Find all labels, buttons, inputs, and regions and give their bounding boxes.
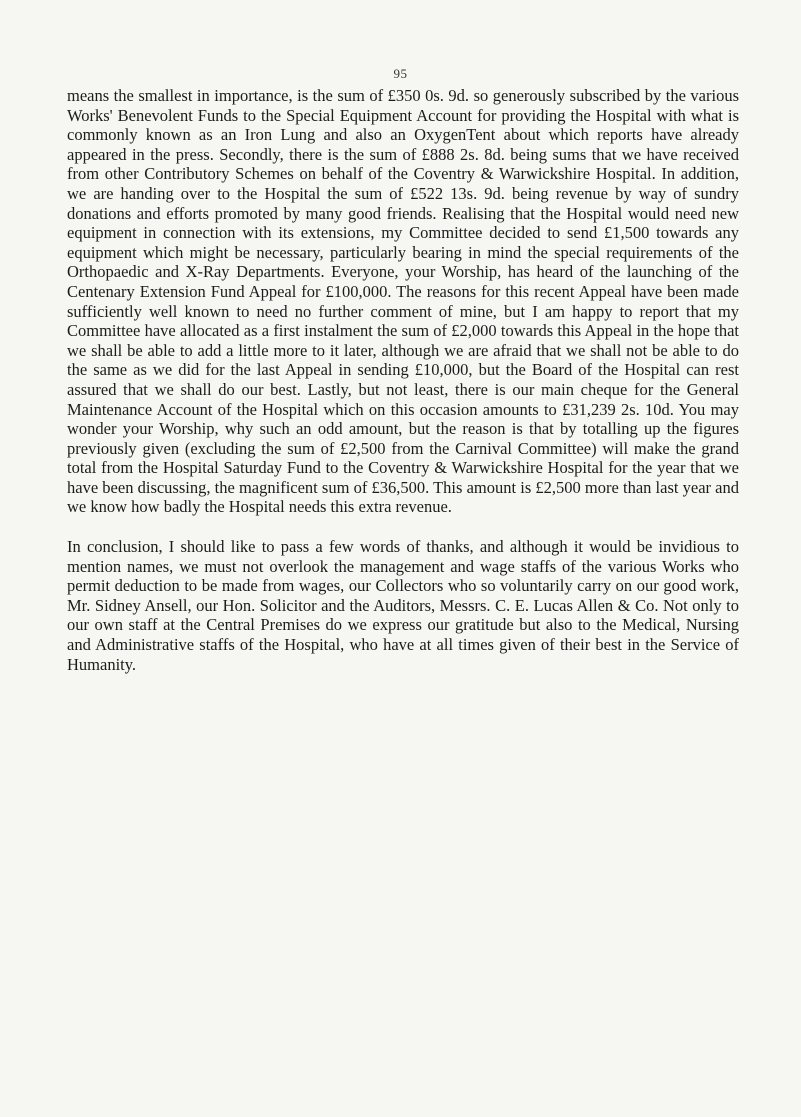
paragraph-conclusion-thanks: In conclusion, I should like to pass a few words of thanks, and although it would be invidious to mention names, we must not overlook the management and wage staffs of the various Works who permit deduction to be made from wages, our Collectors who so voluntarily carry on our good work, Mr. Sidney Ansell, our Hon. Solicitor and the Auditors, Messrs. C. E. Lucas Allen & Co. Not only to our own staff at the Central Premises do we express our gratitude but also to the Medical, Nursing and Administrative staffs of the Hospital, who have at all times given of their best in the Service of Humanity. <box>67 537 739 674</box>
page-number: 95 <box>393 66 408 81</box>
paragraph-donations-summary: means the smallest in importance, is the sum of £350 0s. 9d. so generously subscribed by the various Works' Benevolent Funds to the Special Equipment Account for providing the Hospital with what is commonly known as an Iron Lung and also an OxygenTent about which reports have already appeared in the press. Secondly, there is the sum of £888 2s. 8d. being sums that we have received from other Contributory Schemes on behalf of the Coventry & Warwickshire Hospital. In addition, we are handing over to the Hospital the sum of £522 13s. 9d. being revenue by way of sundry donations and efforts promoted by many good friends. Realising that the Hospital would need new equipment in connection with its extensions, my Committee decided to send £1,500 towards any equipment which might be necessary, particularly bearing in mind the special requirements of the Orthopaedic and X-Ray Departments. Everyone, your Worship, has heard of the launching of the Centenary Extension Fund Appeal for £100,000. The reasons for this recent Appeal have been made sufficiently well known to need no further comment of mine, but I am happy to report that my Committee have allocated as a first instalment the sum of £2,000 towards this Appeal in the hope that we shall be able to add a little more to it later, although we are afraid that we shall not be able to do the same as we did for the last Appeal in sending £10,000, but the Board of the Hospital can rest assured that we shall do our best. Lastly, but not least, there is our main cheque for the General Maintenance Account of the Hospital which on this occasion amounts to £31,239 2s. 10d. You may wonder your Worship, why such an odd amount, but the reason is that by totalling up the figures previously given (excluding the sum of £2,500 from the Carnival Committee) will make the grand total from the Hospital Saturday Fund to the Coventry & Warwickshire Hospital for the year that we have been discussing, the magnificent sum of £36,500. This amount is £2,500 more than last year and we know how badly the Hospital needs this extra revenue. <box>67 86 739 517</box>
body-text <box>67 86 739 674</box>
